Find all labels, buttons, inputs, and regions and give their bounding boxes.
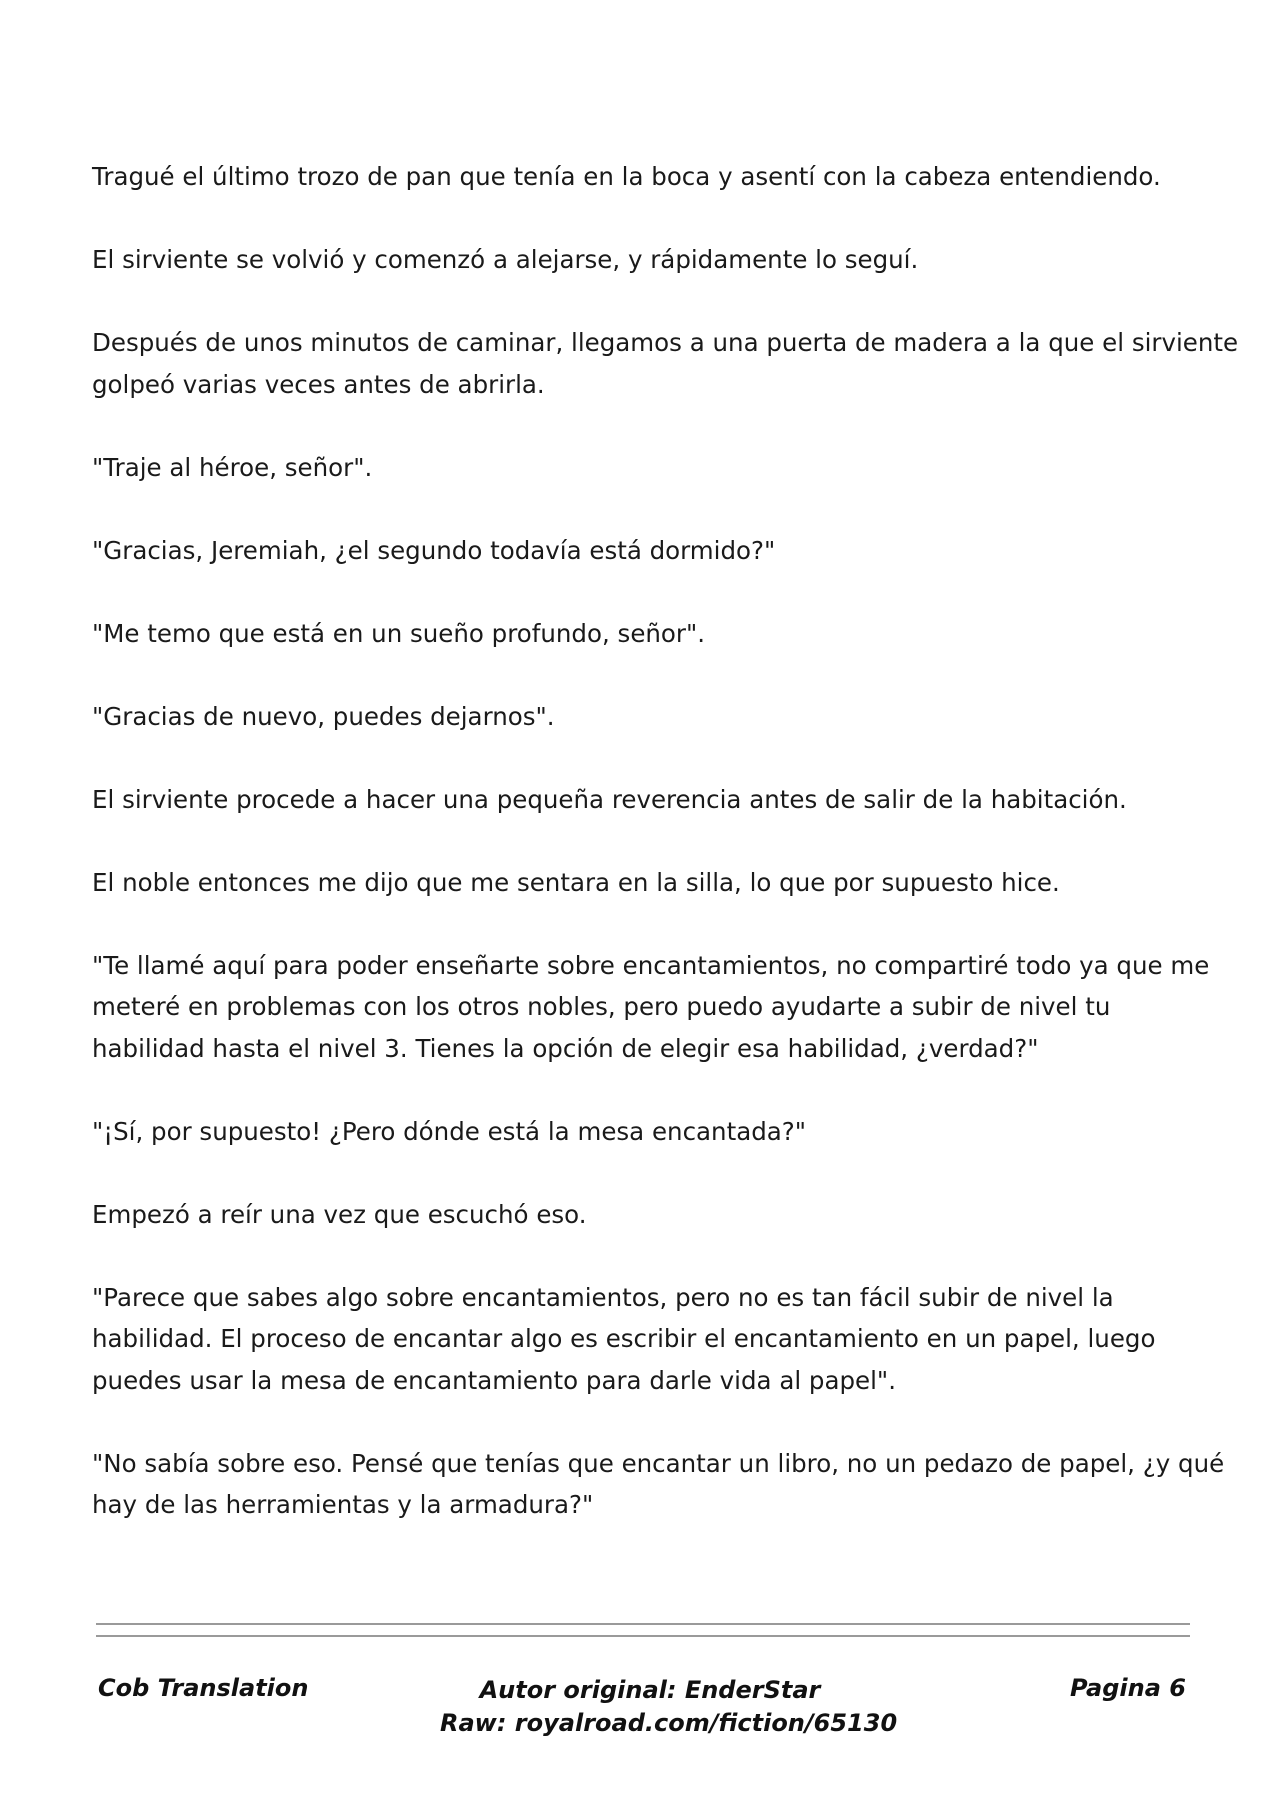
- footer-translator: Cob Translation: [98, 1674, 309, 1702]
- paragraph: [92, 322, 1239, 405]
- paragraph-line: "No sabía sobre eso. Pensé que tenías que encantar un libro, no un pedazo de papel, ¿y qué: [92, 1448, 1225, 1478]
- paragraph: [92, 862, 1192, 904]
- paragraph-line: puedes usar la mesa de encantamiento para darle vida al papel".: [92, 1365, 896, 1395]
- paragraph-line: "¡Sí, por supuesto! ¿Pero dónde está la mesa encantada?": [92, 1116, 807, 1146]
- paragraph-line: Tragué el último trozo de pan que tenía en la boca y asentí con la cabeza entendiendo.: [92, 162, 1161, 191]
- paragraph: [92, 779, 1192, 821]
- paragraph-line: Después de unos minutos de caminar, llegamos a una puerta de madera a la que el sirviente: [92, 328, 1239, 357]
- paragraph: [92, 613, 1192, 655]
- footer-author: Autor original: EnderStar: [479, 1676, 821, 1704]
- paragraph: [92, 239, 1192, 281]
- paragraph: [92, 1443, 1225, 1526]
- paragraph: [92, 1194, 1192, 1236]
- paragraph-line: golpeó varias veces antes de abrirla.: [92, 369, 545, 399]
- paragraph-line: Empezó a reír una vez que escuchó eso.: [92, 1199, 587, 1229]
- paragraph: [92, 530, 1192, 572]
- paragraph-line: "Traje al héroe, señor".: [92, 452, 373, 482]
- footer-page-number: Pagina 6: [1070, 1674, 1186, 1702]
- body-text: [92, 156, 1239, 1567]
- paragraph: [92, 696, 1192, 738]
- paragraph-line: habilidad hasta el nivel 3. Tienes la opción de elegir esa habilidad, ¿verdad?": [92, 1033, 1039, 1063]
- footer-raw-source: Raw: royalroad.com/fiction/65130: [440, 1709, 898, 1737]
- paragraph: [92, 945, 1210, 1070]
- paragraph-line: El noble entonces me dijo que me sentara en la silla, lo que por supuesto hice.: [92, 867, 1060, 897]
- paragraph-line: hay de las herramientas y la armadura?": [92, 1490, 594, 1519]
- paragraph: [92, 447, 1192, 489]
- paragraph-line: meteré en problemas con los otros nobles, pero puedo ayudarte a subir de nivel tu: [92, 992, 1111, 1021]
- paragraph-line: "Parece que sabes algo sobre encantamientos, pero no es tan fácil subir de nivel la: [92, 1282, 1114, 1312]
- paragraph-line: habilidad. El proceso de encantar algo es escribir el encantamiento en un papel, luego: [92, 1324, 1156, 1353]
- footer-divider-top: [96, 1623, 1190, 1625]
- paragraph-line: El sirviente procede a hacer una pequeña reverencia antes de salir de la habitación.: [92, 784, 1127, 814]
- footer-divider-bottom: [96, 1635, 1190, 1637]
- paragraph-line: "Gracias, Jeremiah, ¿el segundo todavía está dormido?": [92, 535, 776, 565]
- paragraph-line: "Me temo que está en un sueño profundo, señor".: [92, 618, 706, 648]
- paragraph-line: El sirviente se volvió y comenzó a alejarse, y rápidamente lo seguí.: [92, 245, 919, 274]
- paragraph: [92, 1111, 1192, 1153]
- paragraph: [92, 1277, 1192, 1402]
- paragraph-line: "Te llamé aquí para poder enseñarte sobre encantamientos, no compartiré todo ya que me: [92, 950, 1210, 980]
- paragraph-line: "Gracias de nuevo, puedes dejarnos".: [92, 701, 555, 731]
- paragraph: [92, 156, 1192, 198]
- footer-credits: [440, 1674, 898, 1740]
